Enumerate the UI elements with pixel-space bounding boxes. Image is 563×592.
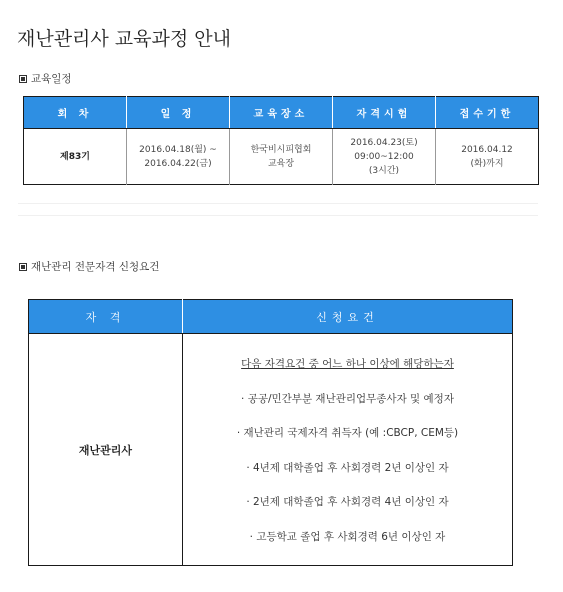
requirements-list (184, 335, 511, 564)
table-row (24, 129, 539, 185)
divider (18, 215, 538, 216)
column-header-requirements: 신청요건 (183, 300, 513, 334)
place-name: 한국비시피협회 (250, 144, 312, 155)
place-room: 교육장 (267, 158, 295, 169)
schedule-end: 2016.04.22(금) (144, 158, 212, 169)
column-header-deadline: 접수기한 (436, 97, 539, 129)
schedule-cell (127, 129, 230, 185)
exam-date: 2016.04.23(토) (350, 137, 418, 148)
requirements-intro: 다음 자격요건 중 어느 하나 이상에 해당하는자 (241, 358, 454, 370)
deadline-cell (436, 129, 539, 185)
session-cell: 제83기 (60, 151, 90, 162)
list-item: · 2년제 대학졸업 후 사회경력 4년 이상인 자 (246, 496, 449, 508)
square-bullet-icon (19, 75, 27, 83)
table-header-row (24, 97, 539, 129)
deadline-date: 2016.04.12 (461, 144, 513, 155)
column-header-schedule: 일 정 (127, 97, 230, 129)
qualification-cell: 재난관리사 (29, 334, 183, 566)
column-header-place: 교육장소 (230, 97, 333, 129)
section-heading-requirements (19, 259, 159, 274)
list-item: · 재난관리 국제자격 취득자 (예 :CBCP, CEM등) (236, 427, 459, 439)
requirements-table (28, 299, 513, 566)
section-heading-label: 재난관리 전문자격 신청요건 (31, 261, 160, 273)
column-header-exam: 자격시험 (333, 97, 436, 129)
list-item: · 고등학교 졸업 후 사회경력 6년 이상인 자 (249, 530, 446, 543)
page-title: 재난관리사 교육과정 안내 (17, 28, 231, 50)
exam-time: 09:00~12:00 (354, 151, 414, 162)
column-header-session: 회 차 (24, 97, 127, 129)
list-item: · 4년제 대학졸업 후 사회경력 2년 이상인 자 (246, 461, 449, 474)
table-row (29, 334, 513, 566)
list-item: · 공공/민간부분 재난관리업무종사자 및 예정자 (241, 392, 454, 405)
requirements-cell (183, 334, 513, 566)
divider (18, 203, 538, 204)
deadline-note: (화)까지 (470, 158, 504, 169)
place-cell (230, 129, 333, 185)
column-header-qualification: 자 격 (29, 300, 183, 334)
schedule-start: 2016.04.18(월) ~ (139, 144, 217, 155)
table-header-row (29, 300, 513, 334)
exam-cell (333, 129, 436, 185)
exam-duration: (3시간) (368, 165, 400, 176)
schedule-table (23, 96, 539, 185)
section-heading-label: 교육일정 (31, 73, 72, 85)
section-heading-schedule (19, 71, 72, 86)
square-bullet-icon (19, 263, 27, 271)
